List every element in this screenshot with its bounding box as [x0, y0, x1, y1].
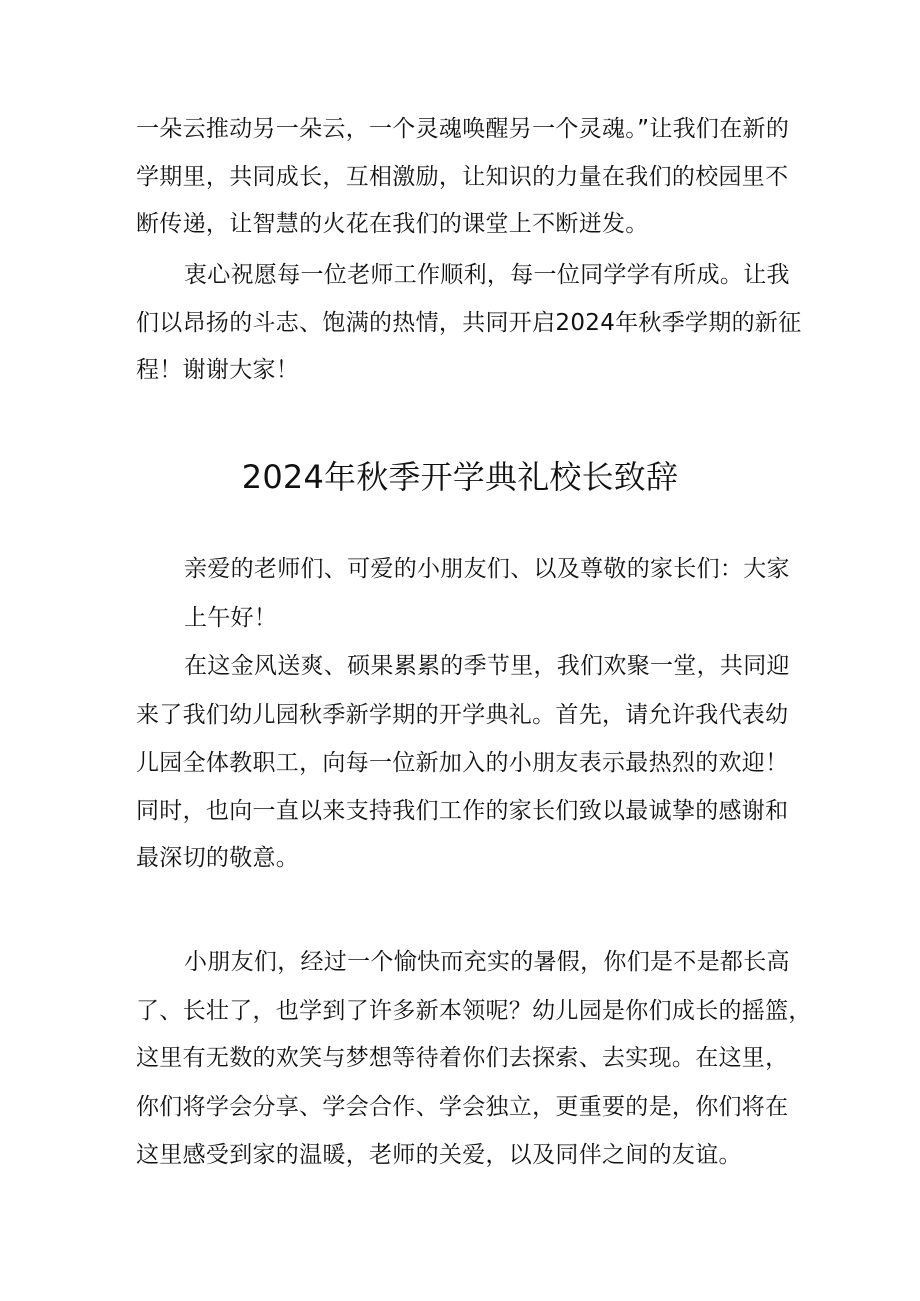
text-line: 这里有无数的欢笑与梦想等待着你们去探索、去实现。在这里， — [136, 1045, 789, 1071]
text-line: 你们将学会分享、学会合作、学会独立，更重要的是，你们将在 — [136, 1094, 789, 1120]
text-line: 们以昂扬的斗志、饱满的热情，共同开启2024年秋季学期的新征 — [136, 310, 802, 336]
text-line: 在这金风送爽、硕果累累的季节里，我们欢聚一堂，共同迎 — [184, 653, 790, 679]
text-line: 一朵云推动另一朵云，一个灵魂唤醒另一个灵魂。”让我们在新的 — [136, 116, 790, 142]
text-line: 衷心祝愿每一位老师工作顺利，每一位同学学有所成。让我 — [184, 262, 790, 288]
text-line: 学期里，共同成长，互相激励，让知识的力量在我们的校园里不 — [136, 164, 789, 190]
text-line: 断传递，让智慧的火花在我们的课堂上不断迸发。 — [136, 211, 649, 237]
greeting-line: 亲爱的老师们、可爱的小朋友们、以及尊敬的家长们：大家 — [184, 556, 790, 582]
text-line: 了、长壮了，也学到了许多新本领呢？幼儿园是你们成长的摇篮， — [136, 998, 812, 1024]
text-line: 来了我们幼儿园秋季新学期的开学典礼。首先，请允许我代表幼 — [136, 702, 789, 728]
text-line: 这里感受到家的温暖，老师的关爱，以及同伴之间的友谊。 — [136, 1142, 742, 1168]
text-line: 程！谢谢大家！ — [136, 357, 300, 383]
greeting-line: 上午好！ — [184, 605, 278, 631]
text-line: 同时，也向一直以来支持我们工作的家长们致以最诚挚的感谢和 — [136, 798, 789, 824]
text-line: 小朋友们，经过一个愉快而充实的暑假，你们是不是都长高 — [184, 949, 790, 975]
text-line: 最深切的敬意。 — [136, 845, 300, 871]
text-line: 儿园全体教职工，向每一位新加入的小朋友表示最热烈的欢迎！ — [136, 750, 789, 776]
document-title: 2024年秋季开学典礼校长致辞 — [241, 458, 679, 496]
